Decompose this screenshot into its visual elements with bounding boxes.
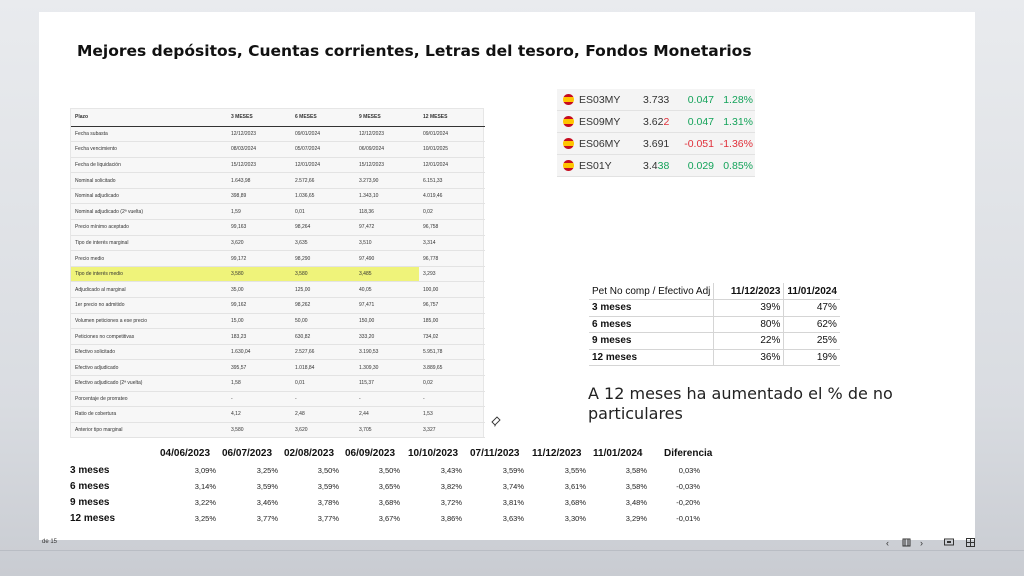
table-cell: 3,09% (194, 466, 216, 475)
table-cell: 2.572,66 (291, 173, 355, 189)
table-cell: 1,53 (419, 407, 485, 423)
table-cell: 97,471 (355, 298, 419, 314)
row-label: Efectivo adjudicado (71, 360, 227, 376)
table-row (71, 266, 485, 282)
ticker-symbol: ES09MY (579, 115, 621, 128)
viewer-toolbar-divider (0, 550, 1024, 551)
table-row (71, 360, 485, 376)
table-cell: 12/12/2023 (355, 126, 419, 142)
spain-flag-icon (563, 116, 574, 127)
column-header: 3 MESES (227, 109, 291, 126)
table-cell: 99,172 (227, 251, 291, 267)
row-label: Adjudicado al marginal (71, 282, 227, 298)
table-cell: 15/12/2023 (227, 157, 291, 173)
table-cell: 1,58 (227, 376, 291, 392)
table-cell: 35,00 (227, 282, 291, 298)
table-cell: 25% (784, 333, 840, 350)
row-label: Fecha subasta (71, 126, 227, 142)
row-label: 12 meses (589, 349, 714, 366)
table-cell: 3,43% (440, 466, 462, 475)
table-cell: 115,37 (355, 376, 419, 392)
table-cell: 1.643,98 (227, 173, 291, 189)
table-cell: 3,327 (419, 422, 485, 438)
row-label: Fecha vencimiento (71, 142, 227, 158)
table-cell: 3,22% (194, 498, 216, 507)
table-row (71, 235, 485, 251)
ticker-percent: 0.85% (723, 159, 753, 172)
table-cell: 3,46% (256, 498, 278, 507)
table-cell: 10/01/2025 (419, 142, 485, 158)
table-cell: 3,580 (227, 266, 291, 282)
ticker-change: 0.029 (687, 159, 714, 172)
table-row (71, 391, 485, 407)
table-cell: 96,758 (419, 220, 485, 236)
table-cell: 06/09/2024 (355, 142, 419, 158)
table-cell: 3,81% (502, 498, 524, 507)
table-row (71, 173, 485, 189)
column-header: 07/11/2023 (470, 448, 520, 459)
grid-icon[interactable] (966, 538, 975, 549)
table-cell: 1,59 (227, 204, 291, 220)
pet-no-comp-header-row (589, 283, 840, 300)
table-cell: 3,63% (502, 514, 524, 523)
ticker-price (643, 138, 669, 150)
table-cell: 1.036,65 (291, 188, 355, 204)
table-cell: 97,490 (355, 251, 419, 267)
table-row (589, 300, 840, 317)
row-label: Efectivo adjudicado (2ª vuelta) (71, 376, 227, 392)
table-cell: 09/01/2024 (419, 126, 485, 142)
column-header: 04/06/2023 (160, 448, 211, 459)
table-cell: 3,620 (227, 235, 291, 251)
ticker-change: -0.051 (684, 137, 714, 150)
row-label: Tipo de interés marginal (71, 235, 227, 251)
column-header: 11/01/2024 (593, 448, 643, 459)
auction-results-table (70, 108, 484, 438)
table-cell: - (291, 391, 355, 407)
ticker-price-main: 3.4 (643, 159, 658, 172)
table-cell: 3,86% (440, 514, 462, 523)
table-cell: - (227, 391, 291, 407)
table-cell: 15/12/2023 (355, 157, 419, 173)
ticker-row[interactable] (557, 155, 755, 177)
table-cell: 98,264 (291, 220, 355, 236)
row-label: Peticiones no competitivas (71, 329, 227, 345)
row-label: Fecha de liquidación (71, 157, 227, 173)
row-label: Ratio de cobertura (71, 407, 227, 423)
table-row (71, 282, 485, 298)
table-cell: 62% (784, 316, 840, 333)
table-cell: -0,20% (676, 498, 700, 507)
row-label: 1er precio no admitido (71, 298, 227, 314)
column-header: Diferencia (664, 448, 713, 459)
row-label: Nominal solicitado (71, 173, 227, 189)
table-row (71, 329, 485, 345)
column-header: 6 MESES (291, 109, 355, 126)
table-cell: 3.889,65 (419, 360, 485, 376)
row-label: 9 meses (589, 333, 714, 350)
table-cell: 3.273,90 (355, 173, 419, 189)
table-cell: 19% (784, 349, 840, 366)
table-cell: 36% (714, 349, 784, 366)
table-cell: 50,00 (291, 313, 355, 329)
row-label: 12 meses (70, 513, 116, 524)
ticker-row[interactable] (557, 89, 755, 111)
table-cell: 125,00 (291, 282, 355, 298)
table-cell: 22% (714, 333, 784, 350)
table-cell: 3,705 (355, 422, 419, 438)
table-cell: 12/12/2023 (227, 126, 291, 142)
table-cell: 98,290 (291, 251, 355, 267)
table-cell: 3,59% (317, 482, 339, 491)
table-row (71, 313, 485, 329)
table-cell: 3,48% (625, 498, 647, 507)
table-cell: 40,05 (355, 282, 419, 298)
table-cell: 3,510 (355, 235, 419, 251)
table-row (589, 349, 840, 366)
page-count-label: de 15 (42, 539, 58, 545)
table-cell: 4.019,46 (419, 188, 485, 204)
ticker-price-changed-digits: 2 (663, 115, 670, 128)
table-cell: 97,472 (355, 220, 419, 236)
table-row (71, 204, 485, 220)
table-cell: 3.190,53 (355, 344, 419, 360)
table-cell: 3,58% (625, 466, 647, 475)
row-label: Efectivo solicitado (71, 344, 227, 360)
table-cell: 1.018,84 (291, 360, 355, 376)
table-cell: -0,03% (676, 482, 700, 491)
ticker-row[interactable] (557, 111, 755, 133)
row-label: Volumen peticiones a ese precio (71, 313, 227, 329)
table-cell: 630,82 (291, 329, 355, 345)
table-cell: 3,50% (317, 466, 339, 475)
ticker-row[interactable] (557, 133, 755, 155)
table-cell: 3,30% (564, 514, 586, 523)
column-header: Plazo (71, 109, 227, 126)
ticker-symbol: ES01Y (579, 159, 612, 172)
table-cell: 3,580 (227, 422, 291, 438)
ticker-price (643, 116, 669, 128)
table-row (71, 376, 485, 392)
table-cell: 3,25% (194, 514, 216, 523)
table-cell: 3,635 (291, 235, 355, 251)
table-cell: 0,02 (419, 376, 485, 392)
table-cell: 3,25% (256, 466, 278, 475)
table-row (71, 157, 485, 173)
table-row (71, 422, 485, 438)
table-cell: 15,00 (227, 313, 291, 329)
table-cell: 3,82% (440, 482, 462, 491)
table-cell: 12/01/2024 (291, 157, 355, 173)
table-cell: 0,02 (419, 204, 485, 220)
table-cell: 80% (714, 316, 784, 333)
column-header: 06/09/2023 (345, 448, 396, 459)
table-cell: 734,02 (419, 329, 485, 345)
bond-ticker-panel (557, 89, 755, 177)
ticker-price (643, 160, 669, 172)
table-cell: 183,23 (227, 329, 291, 345)
table-row (71, 251, 485, 267)
table-cell: 98,262 (291, 298, 355, 314)
table-cell: 3,59% (502, 466, 524, 475)
table-row (71, 298, 485, 314)
row-label: 3 meses (589, 300, 714, 317)
table-cell: - (355, 391, 419, 407)
table-cell: 2.527,66 (291, 344, 355, 360)
ticker-symbol: ES06MY (579, 137, 621, 150)
ticker-price-main: 3.733 (643, 93, 670, 106)
table-cell: 395,57 (227, 360, 291, 376)
table-cell: - (419, 391, 485, 407)
table-cell: 99,162 (227, 298, 291, 314)
spain-flag-icon (563, 94, 574, 105)
row-label: Anterior tipo marginal (71, 422, 227, 438)
table-row (71, 344, 485, 360)
row-label: Tipo de interés medio (71, 266, 227, 282)
column-header: 06/07/2023 (222, 448, 273, 459)
pet-no-comp-table (589, 283, 840, 366)
table-cell: 3,77% (256, 514, 278, 523)
table-cell: 47% (784, 300, 840, 317)
ticker-percent: -1.36% (719, 137, 753, 150)
table-row (71, 142, 485, 158)
chevron-left-icon[interactable]: ‹ (886, 538, 889, 548)
row-label: 6 meses (70, 481, 110, 492)
row-label: 9 meses (70, 497, 110, 508)
table-cell: 12/01/2024 (419, 157, 485, 173)
table-cell: 3,485 (355, 266, 419, 282)
table-cell: 1.309,30 (355, 360, 419, 376)
table-row (71, 407, 485, 423)
column-header: 11/12/2023 (714, 283, 784, 300)
table-cell: 3,61% (564, 482, 586, 491)
table-cell: 05/07/2024 (291, 142, 355, 158)
table-cell: 333,20 (355, 329, 419, 345)
table-cell: 3,68% (378, 498, 400, 507)
table-cell: 6.151,33 (419, 173, 485, 189)
table-cell: 0,01 (291, 376, 355, 392)
presentation-slide (39, 12, 975, 540)
table-cell: 3,78% (317, 498, 339, 507)
table-cell: -0,01% (676, 514, 700, 523)
table-cell: 3,29% (625, 514, 647, 523)
table-cell: 09/01/2024 (291, 126, 355, 142)
ticker-price-changed-digits: 38 (657, 159, 670, 172)
table-cell: 3,620 (291, 422, 355, 438)
ticker-price (643, 94, 669, 106)
table-cell: 100,00 (419, 282, 485, 298)
column-header: 12 MESES (419, 109, 485, 126)
ticker-change: 0.047 (687, 93, 714, 106)
spain-flag-icon (563, 160, 574, 171)
column-header: 9 MESES (355, 109, 419, 126)
table-cell: 185,00 (419, 313, 485, 329)
chevron-right-icon[interactable]: › (920, 538, 923, 548)
ticker-price-main: 3.62 (643, 115, 664, 128)
row-label: Porcentaje de prorrateo (71, 391, 227, 407)
table-cell: 0,01 (291, 204, 355, 220)
table-cell: 3,293 (419, 266, 485, 282)
table-cell: 150,00 (355, 313, 419, 329)
table-cell: 96,757 (419, 298, 485, 314)
row-label: 3 meses (70, 465, 110, 476)
column-header: 11/01/2024 (784, 283, 840, 300)
row-label: Precio mínimo aceptado (71, 220, 227, 236)
table-cell: 3,65% (378, 482, 400, 491)
table-cell: 3,72% (440, 498, 462, 507)
column-header: Pet No comp / Efectivo Adj (589, 283, 714, 300)
column-header: 11/12/2023 (532, 448, 582, 459)
ticker-percent: 1.28% (723, 93, 753, 106)
table-cell: 3,68% (564, 498, 586, 507)
table-row (71, 126, 485, 142)
table-cell: 2,44 (355, 407, 419, 423)
row-label: 6 meses (589, 316, 714, 333)
table-cell: 3,74% (502, 482, 524, 491)
table-cell: 118,36 (355, 204, 419, 220)
table-row (589, 333, 840, 350)
ticker-change: 0.047 (687, 115, 714, 128)
table-cell: 3,67% (378, 514, 400, 523)
ticker-symbol: ES03MY (579, 93, 621, 106)
table-row (71, 188, 485, 204)
table-row (71, 220, 485, 236)
table-cell: 99,163 (227, 220, 291, 236)
table-cell: 3,314 (419, 235, 485, 251)
row-label: Nominal adjudicado (2ª vuelta) (71, 204, 227, 220)
table-row (589, 316, 840, 333)
spain-flag-icon (563, 138, 574, 149)
book-icon[interactable] (902, 538, 911, 549)
row-label: Precio medio (71, 251, 227, 267)
table-cell: 0,03% (678, 466, 700, 475)
table-cell: 3,14% (194, 482, 216, 491)
table-cell: 398,89 (227, 188, 291, 204)
pen-cursor-icon (490, 415, 502, 427)
table-cell: 1.343,10 (355, 188, 419, 204)
ticker-percent: 1.31% (723, 115, 753, 128)
column-header: 10/10/2023 (408, 448, 459, 459)
table-cell: 96,778 (419, 251, 485, 267)
ticker-price-main: 3.691 (643, 137, 670, 150)
table-cell: 39% (714, 300, 784, 317)
table-cell: 3,50% (378, 466, 400, 475)
table-cell: 3,59% (256, 482, 278, 491)
table-cell: 08/03/2024 (227, 142, 291, 158)
note-text: A 12 meses ha aumentado el % de no particulares (588, 384, 893, 423)
slide-title: Mejores depósitos, Cuentas corrientes, Letras del tesoro, Fondos Monetarios (77, 42, 752, 60)
row-label: Nominal adjudicado (71, 188, 227, 204)
table-cell: 4,12 (227, 407, 291, 423)
table-cell: 1.630,04 (227, 344, 291, 360)
column-header: 02/08/2023 (284, 448, 335, 459)
table-cell: 5.951,78 (419, 344, 485, 360)
auction-header-row (71, 109, 485, 126)
slideshow-icon[interactable] (944, 538, 954, 549)
table-cell: 3,77% (317, 514, 339, 523)
table-cell: 2,48 (291, 407, 355, 423)
table-cell: 3,55% (564, 466, 586, 475)
table-cell: 3,58% (625, 482, 647, 491)
table-cell: 3,580 (291, 266, 355, 282)
